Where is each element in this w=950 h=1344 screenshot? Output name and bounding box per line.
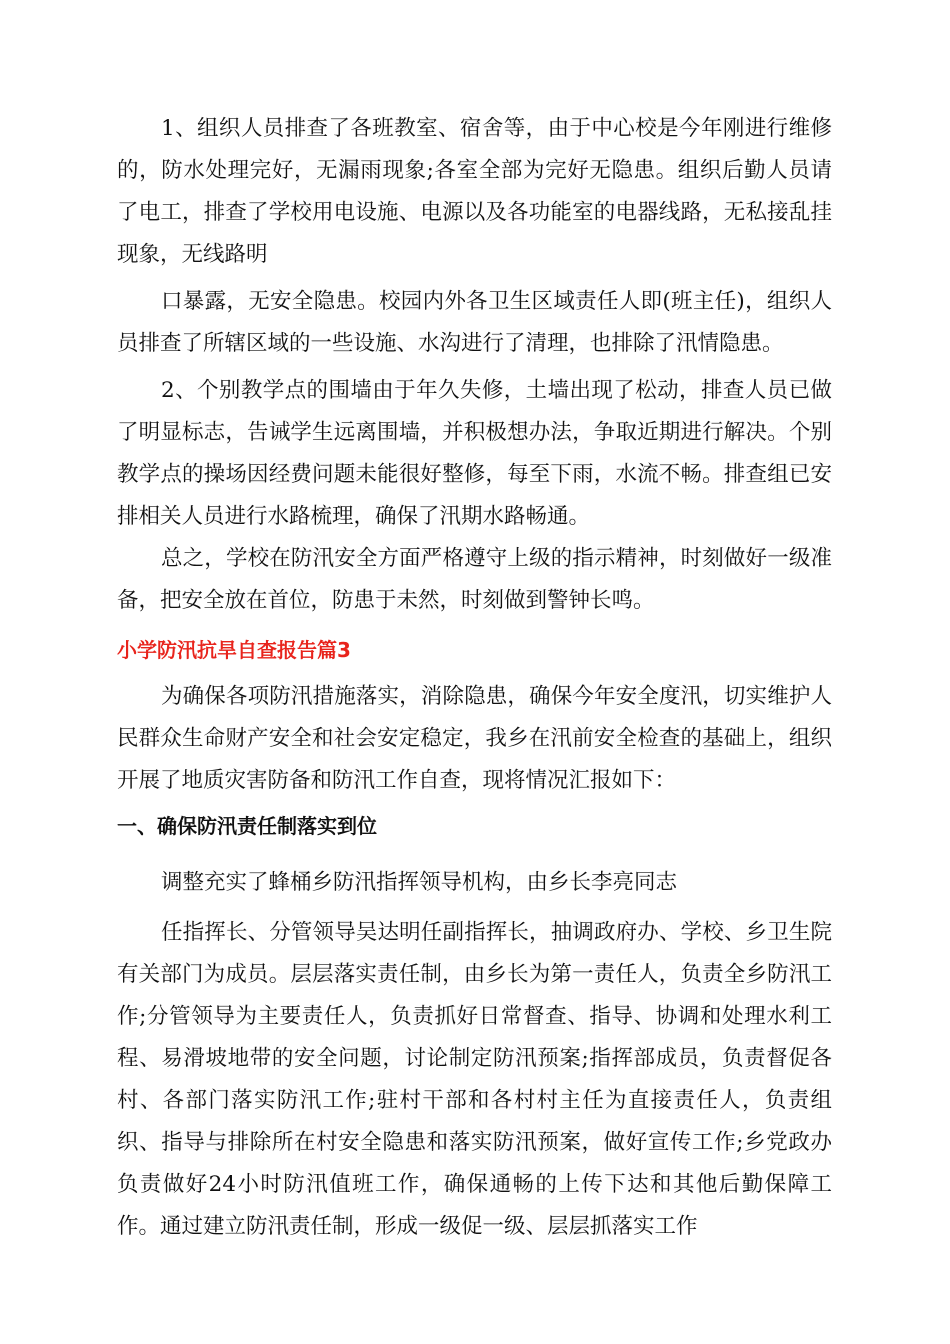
heading-responsibility: 一、确保防汛责任制落实到位 — [117, 814, 377, 838]
paragraph-inspection-1: 1、组织人员排查了各班教室、宿舍等，由于中心校是今年刚进行维修的，防水处理完好，无漏雨现象;各室全部为完好无隐患。组织后勤人员请了电工，排查了学校用电设施、电源以及各功能室的电器线路，无私接乱挂现象，无线路明 — [117, 116, 832, 267]
paragraph-inspection-1-cont: 口暴露，无安全隐患。校园内外各卫生区域责任人即(班主任)，组织人员排查了所辖区域的一些设施、水沟进行了清理，也排除了汛情隐患。 — [117, 289, 832, 356]
paragraph-summary: 总之，学校在防汛安全方面严格遵守上级的指示精神，时刻做好一级准备，把安全放在首位，防患于未然，时刻做到警钟长鸣。 — [117, 546, 832, 613]
paragraph-inspection-2: 2、个别教学点的围墙由于年久失修，土墙出现了松动，排查人员已做了明显标志，告诫学生远离围墙，并积极想办法，争取近期进行解决。个别教学点的操场因经费问题未能很好整修，每至下雨，水流不畅。排查组已安排相关人员进行水路梳理，确保了汛期水路畅通。 — [117, 378, 832, 529]
section-title: 小学防汛抗旱自查报告篇3 — [117, 638, 351, 662]
paragraph-responsibility-system: 任指挥长、分管领导吴达明任副指挥长，抽调政府办、学校、乡卫生院有关部门为成员。层层落实责任制，由乡长为第一责任人，负责全乡防汛工作;分管领导为主要责任人，负责抓好日常督查、指导、协调和处理水利工程、易滑坡地带的安全问题，讨论制定防汛预案;指挥部成员，负责督促各村、各部门落实防汛工作;驻村干部和各村村主任为直接责任人，负责组织、指导与排除所在村安全隐患和落实防汛预案，做好宣传工作;乡党政办负责做好24小时防汛值班工作，确保通畅的上传下达和其他后勤保障工作。通过建立防汛责任制，形成一级促一级、层层抓落实工作 — [117, 920, 832, 1239]
paragraph-intro: 为确保各项防汛措施落实，消除隐患，确保今年安全度汛，切实维护人民群众生命财产安全和社会安定稳定，我乡在汛前安全检查的基础上，组织开展了地质灾害防备和防汛工作自查，现将情况汇报如下： — [117, 684, 832, 793]
paragraph-leadership: 调整充实了蜂桶乡防汛指挥领导机构，由乡长李亮同志 — [161, 870, 678, 895]
